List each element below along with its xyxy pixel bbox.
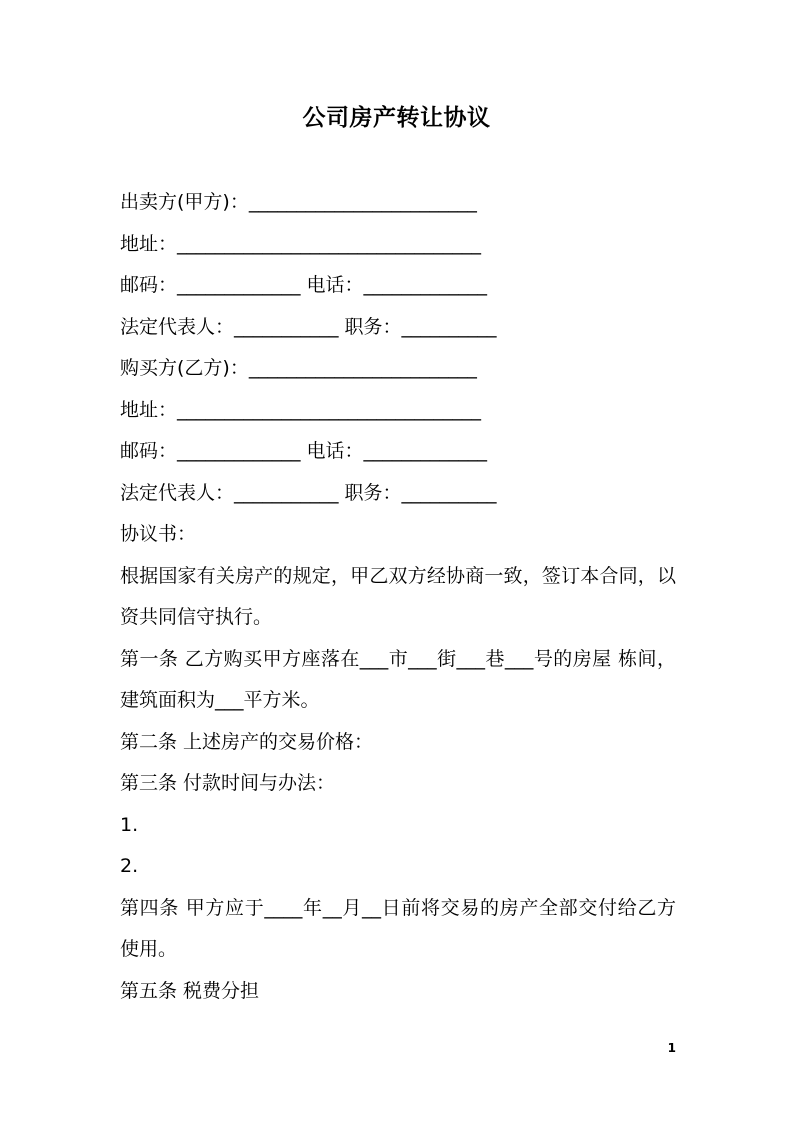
- buyer-representative-line: 法定代表人：___________ 职务：__________: [120, 481, 497, 504]
- seller-representative-line: 法定代表人：___________ 职务：__________: [120, 315, 497, 338]
- buyer-address-line: 地址：________________________________: [120, 398, 482, 421]
- seller-address-line: 地址：________________________________: [120, 232, 482, 255]
- payment-item-1: 1.: [120, 813, 139, 836]
- preamble-paragraph: 根据国家有关房产的规定，甲乙双方经协商一致，签订本合同，以资共同信守执行。: [120, 564, 676, 628]
- seller-contact-line: 邮码：_____________ 电话：_____________: [120, 274, 488, 296]
- article-3-paragraph: 第三条 付款时间与办法：: [120, 772, 336, 794]
- article-4-paragraph: 第四条 甲方应于____年__月__日前将交易的房产全部交付给乙方使用。: [120, 896, 676, 960]
- seller-line: 出卖方(甲方)：________________________: [120, 191, 477, 213]
- document-body: [120, 182, 676, 1012]
- payment-item-2: 2.: [120, 855, 139, 877]
- buyer-contact-line: 邮码：_____________ 电话：_____________: [120, 440, 488, 462]
- agreement-heading: 协议书：: [120, 523, 197, 545]
- article-2-paragraph: 第二条 上述房产的交易价格：: [120, 730, 374, 753]
- document-title: 公司房产转让协议: [302, 105, 491, 131]
- article-5-paragraph: 第五条 税费分担: [120, 979, 260, 1002]
- page-number: 1: [667, 1041, 676, 1055]
- buyer-line: 购买方(乙方)：________________________: [120, 357, 477, 379]
- article-1-paragraph: 第一条 乙方购买甲方座落在___市___街___巷___号的房屋 栋间，建筑面积为___平方米。: [120, 647, 676, 711]
